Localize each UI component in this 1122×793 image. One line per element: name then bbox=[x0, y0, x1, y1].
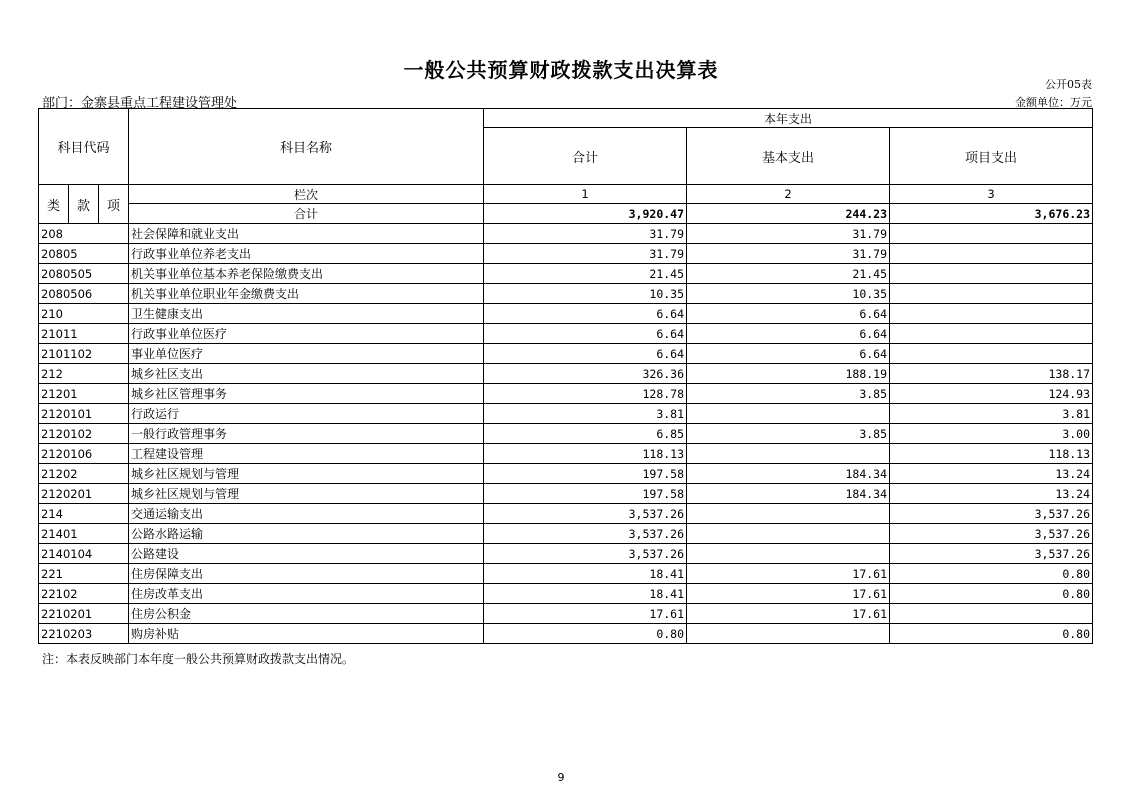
table-row bbox=[39, 344, 1093, 364]
header-col3: 3 bbox=[890, 185, 1093, 204]
table-row bbox=[39, 284, 1093, 304]
row-total: 6.85 bbox=[484, 424, 687, 444]
table-row bbox=[39, 444, 1093, 464]
row-total: 0.80 bbox=[484, 624, 687, 644]
row-basic: 6.64 bbox=[687, 324, 890, 344]
row-total: 18.41 bbox=[484, 564, 687, 584]
row-name: 机关事业单位职业年金缴费支出 bbox=[129, 284, 484, 304]
table-row bbox=[39, 424, 1093, 444]
row-project bbox=[890, 284, 1093, 304]
row-code: 2080506 bbox=[39, 284, 129, 304]
table-row bbox=[39, 224, 1093, 244]
row-code: 2120102 bbox=[39, 424, 129, 444]
row-basic: 31.79 bbox=[687, 244, 890, 264]
row-project: 3.81 bbox=[890, 404, 1093, 424]
row-code: 21401 bbox=[39, 524, 129, 544]
table-row bbox=[39, 544, 1093, 564]
row-basic: 6.64 bbox=[687, 304, 890, 324]
row-code: 21201 bbox=[39, 384, 129, 404]
row-project: 3,537.26 bbox=[890, 544, 1093, 564]
row-name: 社会保障和就业支出 bbox=[129, 224, 484, 244]
row-name: 行政运行 bbox=[129, 404, 484, 424]
row-basic: 17.61 bbox=[687, 564, 890, 584]
table-row bbox=[39, 364, 1093, 384]
row-basic bbox=[687, 404, 890, 424]
header-column-order: 栏次 bbox=[129, 185, 484, 204]
row-code: 21202 bbox=[39, 464, 129, 484]
table-row bbox=[39, 624, 1093, 644]
table-row bbox=[39, 464, 1093, 484]
row-name: 卫生健康支出 bbox=[129, 304, 484, 324]
table-row bbox=[39, 524, 1093, 544]
row-code: 2120101 bbox=[39, 404, 129, 424]
row-total: 10.35 bbox=[484, 284, 687, 304]
table-row bbox=[39, 504, 1093, 524]
row-project: 3.00 bbox=[890, 424, 1093, 444]
row-total: 6.64 bbox=[484, 344, 687, 364]
table-row bbox=[39, 484, 1093, 504]
row-total: 326.36 bbox=[484, 364, 687, 384]
row-name: 城乡社区支出 bbox=[129, 364, 484, 384]
table-row bbox=[39, 384, 1093, 404]
row-project: 3,537.26 bbox=[890, 524, 1093, 544]
row-total: 128.78 bbox=[484, 384, 687, 404]
table-row bbox=[39, 564, 1093, 584]
row-total: 3.81 bbox=[484, 404, 687, 424]
row-name: 购房补贴 bbox=[129, 624, 484, 644]
row-code: 221 bbox=[39, 564, 129, 584]
header-current-year: 本年支出 bbox=[484, 109, 1093, 128]
row-basic: 3.85 bbox=[687, 424, 890, 444]
row-name: 住房公积金 bbox=[129, 604, 484, 624]
row-basic: 6.64 bbox=[687, 344, 890, 364]
row-name: 一般行政管理事务 bbox=[129, 424, 484, 444]
row-project: 13.24 bbox=[890, 464, 1093, 484]
row-total: 21.45 bbox=[484, 264, 687, 284]
row-name: 住房保障支出 bbox=[129, 564, 484, 584]
row-basic: 184.34 bbox=[687, 484, 890, 504]
header-xiang: 项 bbox=[99, 185, 129, 224]
row-basic: 17.61 bbox=[687, 584, 890, 604]
row-project bbox=[890, 324, 1093, 344]
header-lei: 类 bbox=[39, 185, 69, 224]
row-total: 18.41 bbox=[484, 584, 687, 604]
row-total: 197.58 bbox=[484, 464, 687, 484]
row-basic bbox=[687, 624, 890, 644]
row-project bbox=[890, 604, 1093, 624]
row-total: 31.79 bbox=[484, 244, 687, 264]
table-note: 注：本表反映部门本年度一般公共预算财政拨款支出情况。 bbox=[42, 652, 355, 666]
row-project bbox=[890, 344, 1093, 364]
row-name: 公路建设 bbox=[129, 544, 484, 564]
header-col1: 1 bbox=[484, 185, 687, 204]
row-code: 2210201 bbox=[39, 604, 129, 624]
header-total: 合计 bbox=[484, 128, 687, 185]
table-row bbox=[39, 264, 1093, 284]
row-name: 交通运输支出 bbox=[129, 504, 484, 524]
row-basic bbox=[687, 444, 890, 464]
row-total: 6.64 bbox=[484, 324, 687, 344]
row-code: 21011 bbox=[39, 324, 129, 344]
row-project: 124.93 bbox=[890, 384, 1093, 404]
row-name: 事业单位医疗 bbox=[129, 344, 484, 364]
row-name: 住房改革支出 bbox=[129, 584, 484, 604]
header-col2: 2 bbox=[687, 185, 890, 204]
header-project: 项目支出 bbox=[890, 128, 1093, 185]
table-row bbox=[39, 304, 1093, 324]
total-row-label: 合计 bbox=[129, 204, 484, 224]
row-name: 城乡社区规划与管理 bbox=[129, 464, 484, 484]
row-basic: 21.45 bbox=[687, 264, 890, 284]
row-name: 机关事业单位基本养老保险缴费支出 bbox=[129, 264, 484, 284]
header-name: 科目名称 bbox=[129, 109, 484, 185]
row-basic: 17.61 bbox=[687, 604, 890, 624]
table-row bbox=[39, 324, 1093, 344]
form-code: 公开05表 bbox=[1045, 78, 1092, 91]
row-code: 2210203 bbox=[39, 624, 129, 644]
total-row-basic: 244.23 bbox=[687, 204, 890, 224]
row-project: 118.13 bbox=[890, 444, 1093, 464]
row-basic: 184.34 bbox=[687, 464, 890, 484]
row-total: 31.79 bbox=[484, 224, 687, 244]
row-basic: 3.85 bbox=[687, 384, 890, 404]
row-code: 2120201 bbox=[39, 484, 129, 504]
row-name: 公路水路运输 bbox=[129, 524, 484, 544]
row-project: 0.80 bbox=[890, 564, 1093, 584]
page-number: 9 bbox=[557, 771, 565, 784]
header-code: 科目代码 bbox=[39, 109, 129, 185]
row-basic: 188.19 bbox=[687, 364, 890, 384]
department-label: 部门：金寨县重点工程建设管理处 bbox=[42, 96, 238, 111]
row-total: 6.64 bbox=[484, 304, 687, 324]
row-project: 3,537.26 bbox=[890, 504, 1093, 524]
row-code: 212 bbox=[39, 364, 129, 384]
row-total: 118.13 bbox=[484, 444, 687, 464]
row-total: 17.61 bbox=[484, 604, 687, 624]
row-project bbox=[890, 264, 1093, 284]
row-code: 2101102 bbox=[39, 344, 129, 364]
row-project bbox=[890, 244, 1093, 264]
table-row bbox=[39, 244, 1093, 264]
row-project: 138.17 bbox=[890, 364, 1093, 384]
row-basic: 10.35 bbox=[687, 284, 890, 304]
row-basic bbox=[687, 504, 890, 524]
table-row bbox=[39, 584, 1093, 604]
row-code: 2080505 bbox=[39, 264, 129, 284]
table-row bbox=[39, 604, 1093, 624]
row-total: 3,537.26 bbox=[484, 524, 687, 544]
expenditure-table bbox=[38, 108, 1093, 644]
row-code: 2120106 bbox=[39, 444, 129, 464]
row-project: 0.80 bbox=[890, 624, 1093, 644]
page-title: 一般公共预算财政拨款支出决算表 bbox=[403, 58, 719, 82]
row-name: 行政事业单位养老支出 bbox=[129, 244, 484, 264]
row-code: 210 bbox=[39, 304, 129, 324]
row-project: 13.24 bbox=[890, 484, 1093, 504]
amount-unit-label: 金额单位：万元 bbox=[1015, 96, 1092, 109]
row-project bbox=[890, 304, 1093, 324]
row-name: 行政事业单位医疗 bbox=[129, 324, 484, 344]
header-basic: 基本支出 bbox=[687, 128, 890, 185]
row-code: 22102 bbox=[39, 584, 129, 604]
row-project: 0.80 bbox=[890, 584, 1093, 604]
row-code: 214 bbox=[39, 504, 129, 524]
total-row-total: 3,920.47 bbox=[484, 204, 687, 224]
row-code: 2140104 bbox=[39, 544, 129, 564]
total-row-project: 3,676.23 bbox=[890, 204, 1093, 224]
row-code: 208 bbox=[39, 224, 129, 244]
row-basic bbox=[687, 544, 890, 564]
table-row bbox=[39, 404, 1093, 424]
row-basic bbox=[687, 524, 890, 544]
row-code: 20805 bbox=[39, 244, 129, 264]
row-name: 城乡社区管理事务 bbox=[129, 384, 484, 404]
row-basic: 31.79 bbox=[687, 224, 890, 244]
row-total: 197.58 bbox=[484, 484, 687, 504]
row-name: 工程建设管理 bbox=[129, 444, 484, 464]
row-total: 3,537.26 bbox=[484, 504, 687, 524]
row-total: 3,537.26 bbox=[484, 544, 687, 564]
row-project bbox=[890, 224, 1093, 244]
row-name: 城乡社区规划与管理 bbox=[129, 484, 484, 504]
header-kuan: 款 bbox=[69, 185, 99, 224]
